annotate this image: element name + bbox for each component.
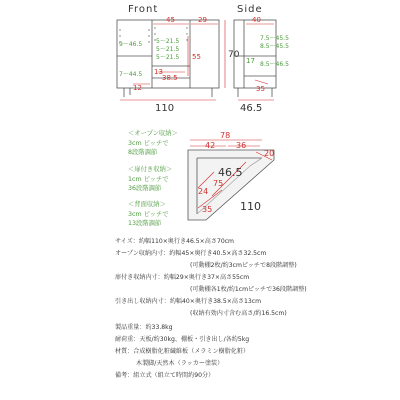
front-dim-left-lower: 7～44.5 [119, 71, 143, 78]
side-dim-upper-b: 8.5～45.5 [260, 43, 289, 50]
side-dim-upper-a: 7.5～45.5 [260, 35, 289, 42]
group-back-line-1: 3cm ピッチで [128, 211, 169, 218]
front-dim-left-upper: 9～46.5 [119, 41, 143, 48]
side-dim-mid: 17 [246, 57, 255, 65]
spec-material-2: 木製脚/天然木（ラッカー塗装） [136, 360, 224, 367]
side-dim-lower: 8.5～46.5 [260, 61, 289, 68]
front-dim-top-left: 45 [166, 16, 175, 24]
top-dim-corner: 20 [264, 149, 275, 158]
spec-size: サイズ：約幅110×奥行き46.5×高さ70cm [115, 238, 234, 245]
spec-open-inner: オープン収納内寸：約幅45×奥行き40.5×高さ32.5cm [115, 250, 267, 257]
front-dim-inner-mid: 5～21.5 [156, 46, 180, 53]
top-dim-left: 42 [205, 141, 216, 150]
top-dim-right: 36 [236, 141, 247, 150]
spec-door-note: (可動棚各1枚/約1cmピッチで36段階調整) [190, 286, 307, 293]
side-dim-bottom: 35 [256, 85, 265, 93]
front-dim-shelf: 13 [154, 68, 163, 76]
top-dim-diag-a: 75 [213, 179, 224, 188]
side-view-title: Side [237, 4, 263, 15]
spec-door-inner: 扉付き収納内寸：約幅29×奥行き37×高さ55cm [115, 274, 250, 281]
side-dim-top: 40 [252, 16, 261, 24]
group-open-line-1: 3cm ピッチで [128, 140, 169, 147]
spec-material: 材質：合成樹脂化粧繊維板（メラミン樹脂化粧） [115, 348, 250, 355]
side-cabinet-outline [234, 20, 276, 88]
top-dim-depth: 46.5 [218, 166, 243, 179]
spec-notes: 備考：組立式（組立て時間約90分） [115, 372, 215, 379]
front-dim-inner-lower: 5～21.5 [156, 54, 180, 61]
front-dim-width: 110 [155, 103, 175, 114]
front-dim-height: 70 [228, 50, 240, 60]
group-open-title: ＜オープン収納＞ [128, 130, 178, 137]
spec-load: 耐荷重：天板/約30kg、棚板・引き出し/各約5kg [115, 336, 250, 343]
group-back-title: ＜背面収納＞ [128, 201, 166, 208]
top-dim-total: 78 [220, 131, 231, 140]
spec-weight: 製品重量：約33.8kg [115, 324, 173, 331]
top-dim-diag-c: 35 [202, 205, 213, 214]
front-view-title: Front [128, 4, 159, 15]
group-back-line-2: 13段階調節 [128, 220, 162, 227]
spec-open-note: (可動棚2枚/約3cmピッチで8段階調整) [190, 262, 297, 269]
group-open-line-2: 8段階調節 [128, 149, 158, 156]
group-door-line-2: 36段階調節 [128, 185, 162, 192]
front-dim-top-right: 29 [198, 16, 207, 24]
group-door-title: ＜扉付き収納＞ [128, 166, 173, 173]
top-dim-diag-b: 24 [198, 187, 209, 196]
side-dim-depth: 46.5 [240, 103, 263, 114]
front-dim-leg: 12 [133, 84, 142, 92]
front-dim-inner-upper: 5～21.5 [156, 38, 180, 45]
spec-drawer-inner: 引き出し収納内寸：約幅40×奥行き38.5×高さ13cm [115, 298, 262, 305]
front-dim-door: 55 [192, 53, 201, 61]
spec-drawer-note: (収納有効内寸含む高さ/約16.5cm) [190, 310, 287, 317]
group-door-line-1: 1cm ピッチで [128, 176, 169, 183]
front-dim-drawer: 38.5 [162, 74, 178, 82]
top-dim-width: 110 [240, 200, 261, 213]
